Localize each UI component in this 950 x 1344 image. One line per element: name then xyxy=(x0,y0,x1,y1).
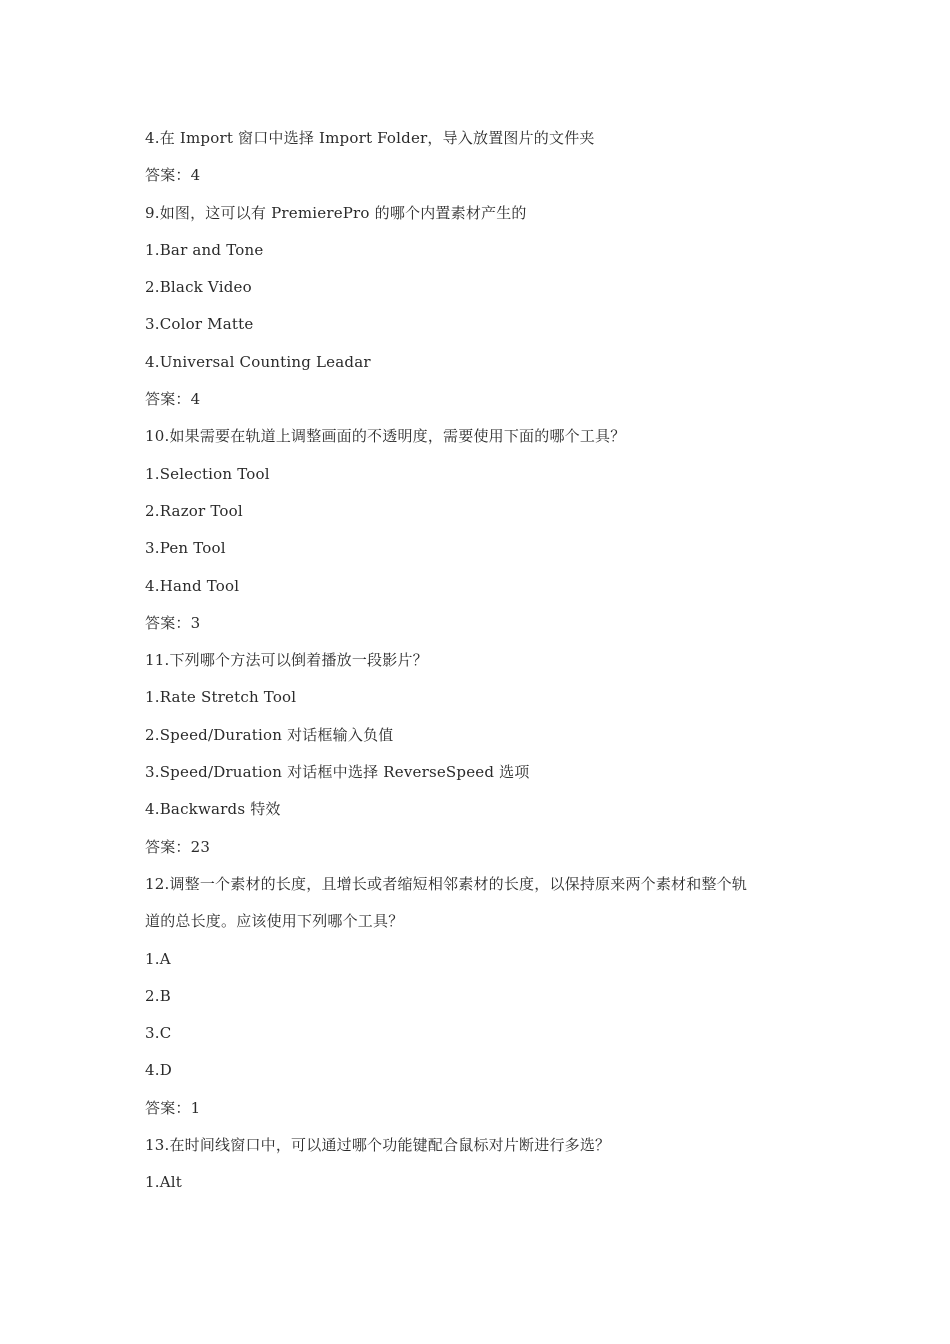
option-line: 2.B xyxy=(145,986,171,1005)
option-line: 3.C xyxy=(145,1024,172,1043)
option-line: 4.D xyxy=(145,1061,172,1080)
option-line: 2.Speed/Duration 对话框输入负值 xyxy=(145,725,394,744)
option-line: 4.Backwards 特效 xyxy=(145,800,281,819)
question-line: 9.如图，这可以有 PremierePro 的哪个内置素材产生的 xyxy=(145,203,527,222)
question-line: 11.下列哪个方法可以倒着播放一段影片？ xyxy=(145,651,428,670)
text-line: 4.在 Import 窗口中选择 Import Folder，导入放置图片的文件夹 xyxy=(145,129,595,147)
option-line: 3.Color Matte xyxy=(145,315,254,334)
option-line: 3.Pen Tool xyxy=(145,539,226,558)
question-line: 13.在时间线窗口中，可以通过哪个功能键配合鼠标对片断进行多选？ xyxy=(145,1136,611,1155)
option-line: 1.Selection Tool xyxy=(145,464,270,483)
question-line-continued: 道的总长度。应该使用下列哪个工具？ xyxy=(145,912,404,931)
answer-line: 答案：1 xyxy=(145,1098,201,1117)
answer-line: 答案：23 xyxy=(145,837,211,856)
option-line: 4.Hand Tool xyxy=(145,576,240,595)
answer-line: 答案：4 xyxy=(145,166,201,185)
option-line: 2.Razor Tool xyxy=(145,501,243,520)
answer-line: 答案：3 xyxy=(145,613,201,632)
option-line: 1.Alt xyxy=(145,1173,182,1192)
option-line: 1.A xyxy=(145,949,171,968)
option-line: 1.Rate Stretch Tool xyxy=(145,688,297,707)
option-line: 4.Universal Counting Leadar xyxy=(145,352,371,371)
question-line: 10.如果需要在轨道上调整画面的不透明度，需要使用下面的哪个工具？ xyxy=(145,427,626,446)
option-line: 2.Black Video xyxy=(145,278,252,297)
option-line: 3.Speed/Druation 对话框中选择 ReverseSpeed 选项 xyxy=(145,763,530,782)
answer-line: 答案：4 xyxy=(145,390,201,409)
question-line: 12.调整一个素材的长度，且增长或者缩短相邻素材的长度，以保持原来两个素材和整个轨 xyxy=(145,874,748,893)
document-body xyxy=(145,120,815,1202)
option-line: 1.Bar and Tone xyxy=(145,240,264,259)
